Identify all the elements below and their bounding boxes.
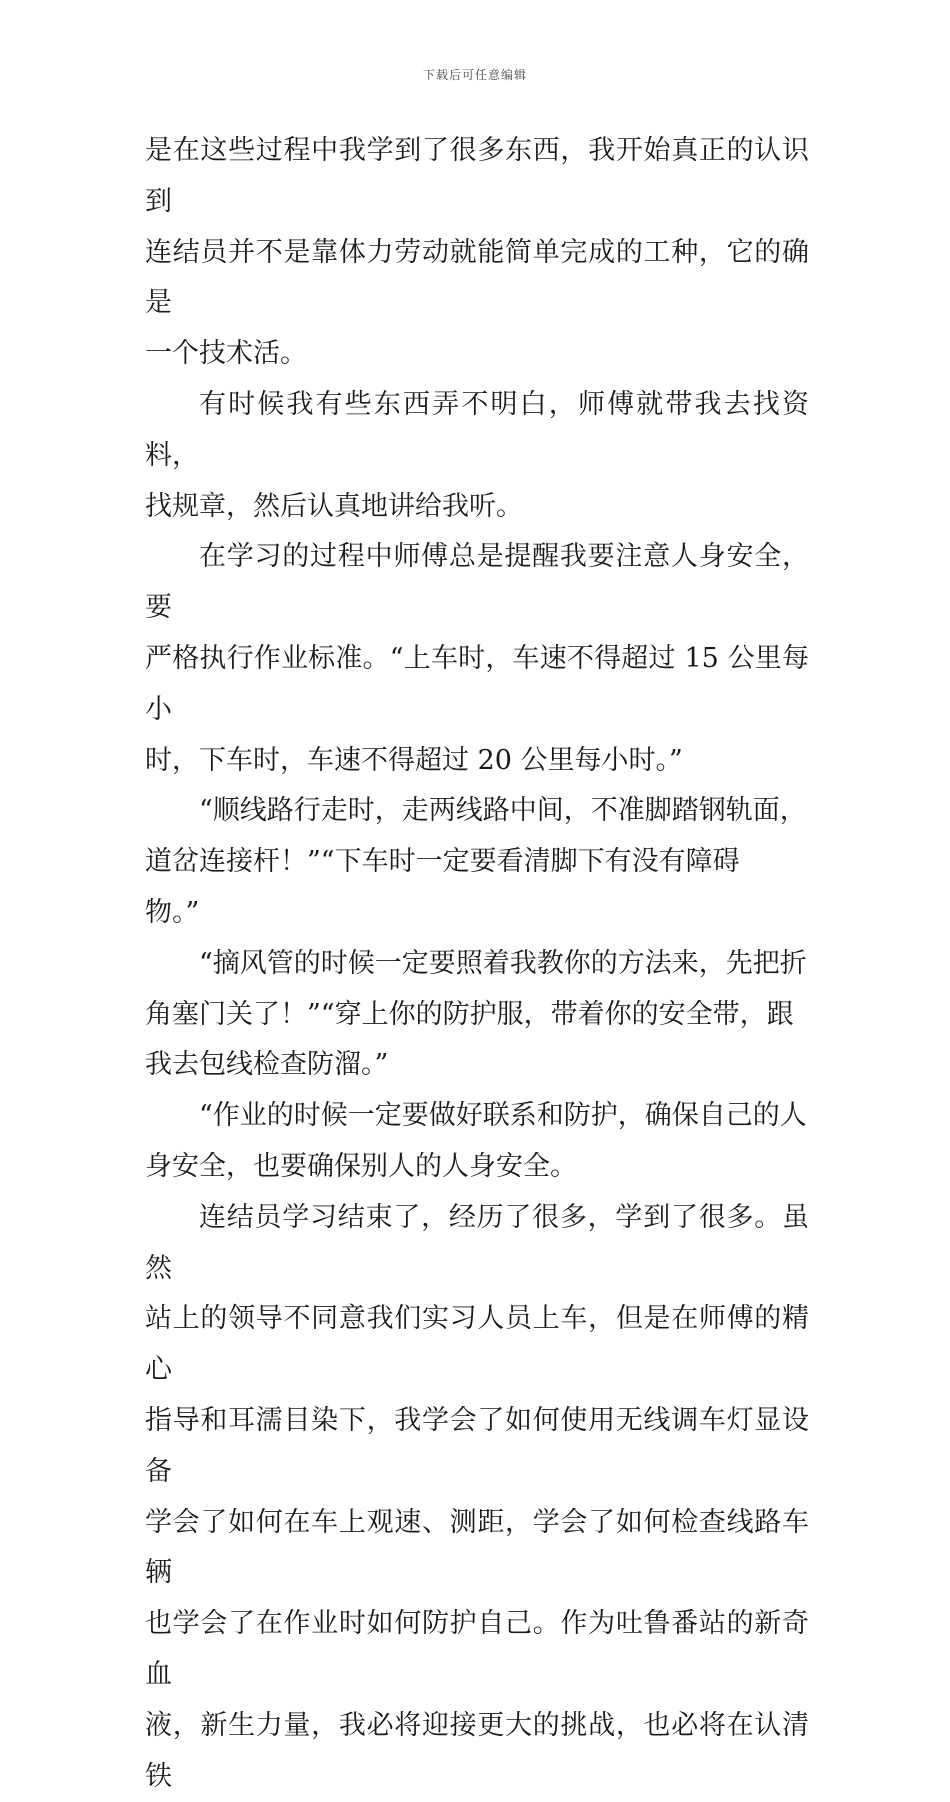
text-line: 找规章，然后认真地讲给我听。 (145, 490, 523, 522)
text-line: 时，下车时，车速不得超过 20 公里每小时。” (145, 744, 683, 776)
text-line: 连结员学习结束了，经历了很多，学到了很多。虽然 (145, 1201, 809, 1284)
text-line: 身安全，也要确保别人的人身安全。 (145, 1150, 577, 1182)
text-line: 也学会了在作业时如何防护自己。作为吐鲁番站的新奇血 (145, 1608, 809, 1690)
text-line: 有时候我有些东西弄不明白，师傅就带我去找资料， (145, 388, 809, 471)
text-line: 我去包线检查防溜。” (145, 1049, 389, 1081)
text-line: 站上的领导不同意我们实习人员上车，但是在师傅的精心 (145, 1303, 809, 1386)
text-line: “顺线路行走时，走两线路中间，不准脚踏钢轨面， (199, 795, 807, 827)
text-line: 一个技术活。 (145, 338, 307, 370)
paragraph-3 (145, 532, 809, 786)
text-line: 是在这些过程中我学到了很多东西，我开始真正的认识到 (145, 135, 809, 217)
text-line: 指导和耳濡目染下，我学会了如何使用无线调车灯显设备 (145, 1404, 809, 1487)
page-header: 下载后可任意编辑 (422, 68, 527, 82)
text-line: 学会了如何在车上观速、测距，学会了如何检查线路车辆 (145, 1506, 809, 1589)
text-line: 液，新生力量，我必将迎接更大的挑战，也必将在认清铁 (145, 1709, 809, 1792)
text-line: “摘风管的时候一定要照着我教你的方法来，先把折 (199, 947, 807, 979)
text-line: 角塞门关了！”“穿上你的防护服，带着你的安全带，跟 (145, 998, 794, 1030)
text-line: 在学习的过程中师傅总是提醒我要注意人身安全，要 (145, 541, 809, 624)
paragraph-4 (145, 786, 809, 938)
paragraph-1 (145, 126, 809, 380)
paragraph-2 (145, 380, 809, 532)
paragraph-6 (145, 1091, 809, 1193)
text-line: 连结员并不是靠体力劳动就能简单完成的工种，它的确是 (145, 236, 809, 319)
text-line: 物。” (145, 896, 200, 928)
document-body (145, 126, 809, 1802)
text-line: 严格执行作业标准。“上车时，车速不得超过 15 公里每小 (145, 642, 809, 725)
paragraph-7 (145, 1193, 809, 1802)
text-line: 道岔连接杆！”“下车时一定要看清脚下有没有障碍 (145, 846, 740, 878)
text-line: “作业的时候一定要做好联系和防护，确保自己的人 (199, 1100, 807, 1132)
paragraph-5 (145, 939, 809, 1091)
